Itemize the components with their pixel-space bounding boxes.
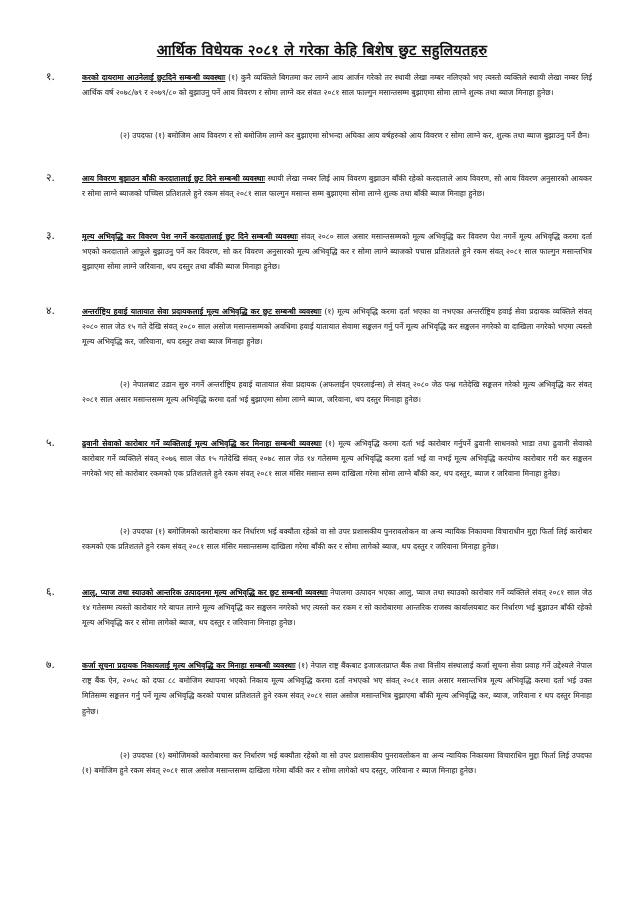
- item-body: (१) कुनै व्यक्तिले बिगतमा कर लाग्ने आय आर्जन गरेको तर स्थायी लेखा नम्बर नलिएको भए त्यस्तो व्यक्तिले स्थायी लेखा नम्बर लिई आर्थिक वर्ष २०७८/७९ र २०७९/८० को बुझाउनु पर्ने आय विवरण र सोमा लाग्ने कर संवत २०८१ साल फाल्गुन मसान्तसम्म बुझाएमा सोमा लाग्ने शुल्क तथा ब्याज मिनाहा हुनेछ।: [82, 73, 592, 98]
- item-paragraph: [82, 229, 592, 290]
- item-number: ५.: [46, 437, 55, 449]
- item-paragraph: [82, 304, 592, 365]
- item-paragraph: [82, 436, 592, 512]
- item-paragraph: [82, 585, 592, 646]
- item-number: ६.: [46, 586, 55, 598]
- item-body: (१) मूल्य अभिवृद्धि करमा दर्ता भएका वा नभएका अन्तर्राष्ट्रिय हवाई सेवा प्रदायक व्यक्तिले संवत् २०८० साल जेठ १५ गते देखि संवत् २०८० साल असोज मसान्तसम्मको अवधिमा हवाई यातायात सेवामा सङ्कलन गर्नु पर्ने मूल्य अभिवृद्धि कर सङ्कलन नगरेको वा दाखिला नगरेको भएमा त्यस्तो मूल्य अभिवृद्धि कर, जरिवाना, थप दस्तुर तथा ब्याज मिनाहा हुनेछ।: [82, 307, 592, 347]
- item-heading: आय विवरण बुझाउन बाँकी करदातालाई छुट दिने सम्बन्धी व्यवस्थाः: [82, 174, 266, 183]
- item-heading: आलु, प्याज तथा स्याउको आन्तरिक उत्पादनमा मूल्य अभिवृद्धि कर छुट सम्बन्धी व्यवस्थाः: [82, 588, 328, 597]
- item-subclause: (२) उपदफा (१) बमोजिम आय विवरण र सो बमोजिम लाग्ने कर बुझाएमा सोभन्दा अघिका आय वर्षहरुको आय विवरण र सोमा लाग्ने कर, शुल्क तथा ब्याज बुझाउनु पर्ने छैन।: [120, 131, 590, 140]
- item-heading: करको दायरामा आउनेलाई छुटदिने सम्बन्धी व्यवस्थाः: [82, 73, 226, 82]
- item-heading: मूल्य अभिवृद्धि कर विवरण पेश नगर्ने करदातालाई छुट दिने सम्बन्धी व्यवस्थाः: [82, 232, 298, 241]
- item-heading: कर्जा सूचना प्रदायक निकायलाई मूल्य अभिवृद्धि कर मिनाहा सम्बन्धी व्यवस्थाः: [82, 661, 296, 670]
- item-paragraph: [82, 658, 592, 734]
- item-subclause: (२) उपदफा (१) बमोजिमको कारोबारमा कर निर्धारण भई बक्यौता रहेको वा सो उपर प्रशासकीय पुनरावलोकन वा अन्य न्यायिक निकायमा विचाराधीन मुद्दा फिर्ता लिई कारोबार रकमको एक प्रतिशतले हुने रकम संवत् २०८१ साल मंसिर मसान्तसम्म दाखिला गरेमा बाँकी कर र सोमा लागेको ब्याज, थप दस्तुर र जरिवाना मिनाहा हुनेछ।: [82, 527, 592, 552]
- item-number: २.: [46, 172, 55, 184]
- item-subclause: (२) नेपालबाट उडान सुरु नगर्ने अन्तर्राष्ट्रिय हवाई यातायात सेवा प्रदायक (अफलाईन एयरलाईन्स) ले संवत् २०८० जेठ पन्ध्र गतेदेखि सङ्कलन गरेको मूल्य अभिवृद्धि कर संवत् २०८१ साल असार मसान्तसम्म मूल्य अभिवृद्धि करमा दर्ता भई बुझाएमा सोमा लाग्ने ब्याज, जरिवाना, थप दस्तुर मिनाहा हुनेछ।: [82, 380, 592, 405]
- item-number: ४.: [46, 305, 55, 317]
- item-paragraph: [82, 70, 592, 116]
- item-body: नेपालमा उत्पादन भएका आलु, प्याज तथा स्याउको कारोबार गर्ने व्यक्तिले संवत् २०८१ साल जेठ १४ गतेसम्म त्यस्तो कारोबार गरे बापत लाग्ने मूल्य अभिवृद्धि कर सङ्कलन नगरेको भए त्यस्तो कर रकम र सो कारोबारमा आन्तरिक राजस्व कार्यालयबाट कर निर्धारण भई बुझाउन बाँकी रहेको मूल्य अभिवृद्धि कर र सोमा लागेको ब्याज, थप दस्तुर र जरिवाना मिनाहा हुनेछ।: [82, 588, 592, 628]
- item-body: (१) मूल्य अभिवृद्धि करमा दर्ता भई कारोबार गर्नुपर्ने ढुवानी साधनको भाडा तथा ढुवानी सेवाको कारोबार गर्ने व्यक्तिले संवत् २०७६ साल जेठ १५ गतेदेखि संवत् २०७८ साल जेठ १४ गतेसम्म मूल्य अभिवृद्धि करमा दर्ता भई वा नभई मूल्य अभिवृद्धि करयोग्य कारोबार गरी कर सङ्कलन नगरेको भए सो कारोबार रकमको एक प्रतिशतले हुने रकम संवत् २०८१ साल मंसिर मसान्त सम्म दाखिला गरेमा सोमा लाग्ने बाँकी कर, थप दस्तुर, ब्याज र जरिवाना मिनाहा हुनेछ।: [82, 439, 592, 479]
- page-title: आर्थिक विधेयक २०८१ ले गरेका केहि बिशेष छुट सहुलियतहरु: [156, 43, 488, 59]
- item-subclause: (२) उपदफा (१) बमोजिमको कारोबारमा कर निर्धारण भई बक्यौता रहेको वा सो उपर प्रशासकीय पुनरावलोकन वा अन्य न्यायिक निकायमा विचाराधिन मुद्दा फिर्ता लिई उपदफा (१) बमोजिम हुने रकम संवत् २०८१ साल असोज मसान्तसम्म दाखिला गरेमा बाँकी कर र सोमा लागेको थप दस्तुर, जरिवाना र ब्याज मिनाहा हुनेछ।: [82, 751, 592, 776]
- item-number: ३.: [46, 230, 55, 242]
- item-number: १.: [46, 71, 55, 83]
- item-body: संवत् २०८० साल असार मसान्तसम्मको मूल्य अभिवृद्धि कर विवरण पेश नगर्ने मूल्य अभिवृद्धि करमा दर्ता भएको करदाताले आफूले बुझाउनु पर्ने कर विवरण, सो कर विवरण अनुसारको मूल्य अभिवृद्धि कर र सोमा लाग्ने ब्याजको पचास प्रतिशतले हुने रकम संवत् २०८१ साल फाल्गुन मसान्तभित्र बुझाएमा सोमा लाग्ने जरिवाना, थप दस्तुर तथा बाँकी ब्याज मिनाहा हुनेछ।: [82, 232, 592, 272]
- item-number: ७.: [46, 659, 55, 671]
- item-heading: अन्तर्राष्ट्रिय हवाई यातायात सेवा प्रदायकलाई मूल्य अभिवृद्धि कर छुट सम्बन्धी व्यवस्थाः: [82, 307, 322, 316]
- item-heading: ढुवानी सेवाको कारोबार गर्ने व्यक्तिलाई मूल्य अभिवृद्धि कर मिनाहा सम्बन्धी व्यवस्थाः: [82, 439, 322, 448]
- item-body: (१) नेपाल राष्ट्र बैंकबाट इजाजतप्राप्त बैंक तथा वित्तीय संस्थालाई कर्जा सूचना सेवा प्रवाह गर्ने उद्देश्यले नेपाल राष्ट्र बैंक ऐन, २०५८ को दफा ८८ बमोजिम स्थापना भएको निकाय मूल्य अभिवृद्धि करमा दर्ता नभएको भए संवत् २०८१ साल असार मसान्तभित्र मूल्य अभिवृद्धि करमा दर्ता भई उक्त मितिसम्म सङ्कलन गर्नु पर्ने मूल्य अभिवृद्धि करको पचास प्रतिशतले हुने रकम संवत् २०८१ साल असोज मसान्तभित्र बुझाएमा बाँकी मूल्य अभिवृद्धि कर, ब्याज, जरिवाना र थप दस्तुर मिनाहा हुनेछ।: [82, 661, 592, 716]
- item-body: स्थायी लेखा नम्बर लिई आय विवरण बुझाउन बाँकी रहेको करदाताले आय विवरण, सो आय विवरण अनुसारको आयकर र सोमा लाग्ने ब्याजको पच्चिस प्रतिशतले हुने रकम संवत् २०८१ साल फाल्गुन मसान्त सम्म बुझाएमा सोमा लाग्ने शुल्क तथा बाँकी ब्याज मिनाहा हुनेछ।: [82, 174, 592, 199]
- item-paragraph: [82, 171, 592, 217]
